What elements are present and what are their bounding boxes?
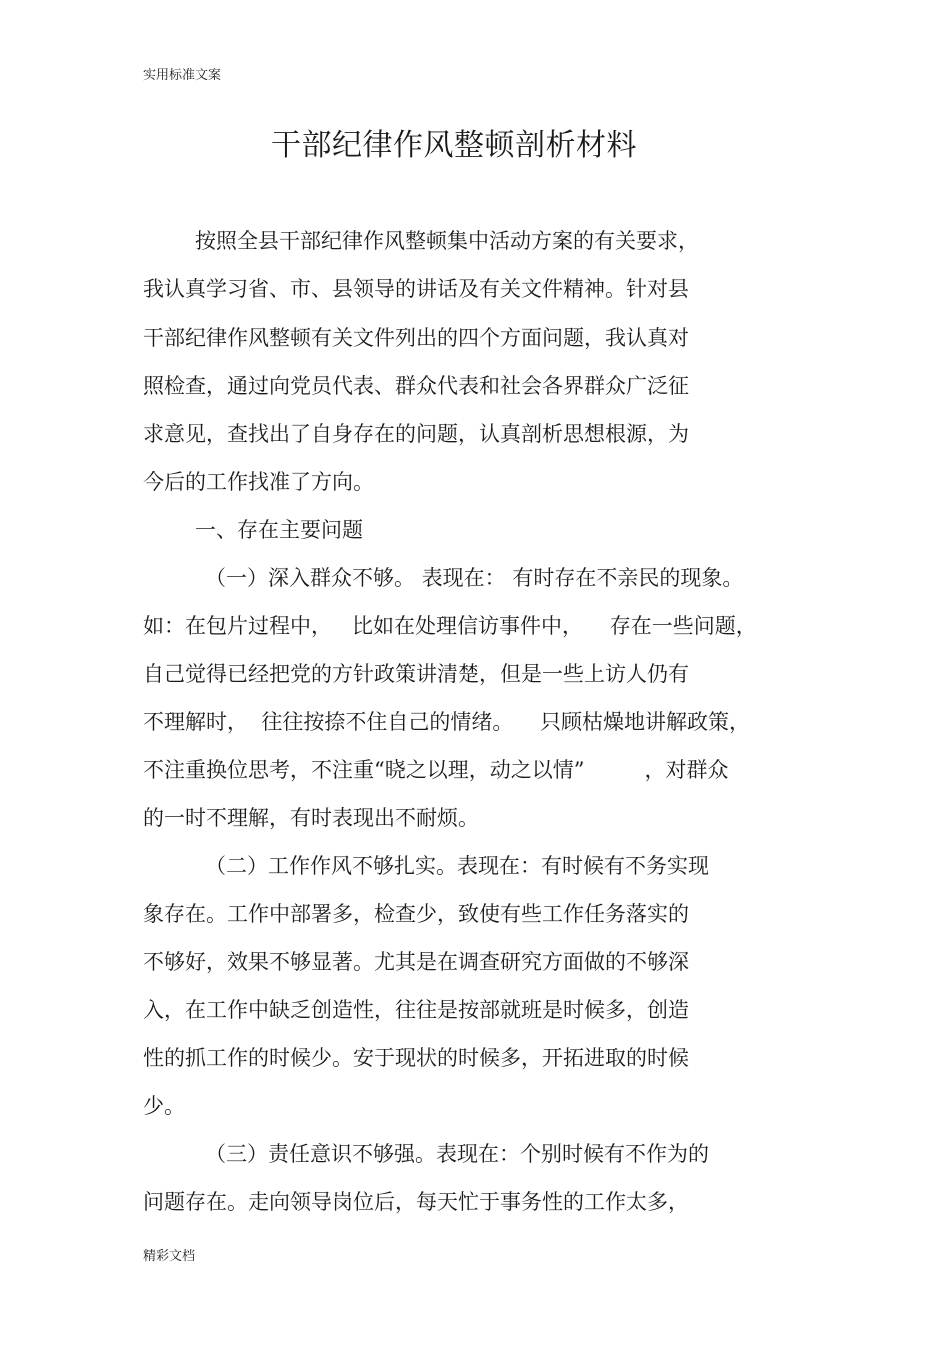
body-line: 按照全县干部纪律作风整顿集中活动方案的有关要求，	[195, 229, 699, 253]
body-line: 干部纪律作风整顿有关文件列出的四个方面问题，我认真对	[143, 326, 689, 350]
section-heading: 一、存在主要问题	[195, 518, 363, 542]
body-line: 象存在。工作中部署多，检查少，致使有些工作任务落实的	[143, 902, 689, 926]
body-line: 照检查，通过向党员代表、群众代表和社会各界群众广泛征	[143, 374, 689, 398]
document-title: 干部纪律作风整顿剖析材料	[271, 128, 637, 163]
body-line: 自己觉得已经把党的方针政策讲清楚，但是一些上访人仍有	[143, 662, 689, 686]
body-line: 入，在工作中缺乏创造性，往往是按部就班是时候多，创造	[143, 998, 689, 1022]
page-footer-label: 精彩文档	[143, 1249, 196, 1264]
body-line: 我认真学习省、市、县领导的讲话及有关文件精神。针对县	[143, 277, 689, 301]
body-line: （二）工作作风不够扎实。表现在：有时候有不务实现	[205, 854, 709, 878]
body-line: 不注重换位思考，不注重“晓之以理，动之以情” ，对群众	[143, 758, 729, 782]
body-line: 今后的工作找准了方向。	[143, 470, 374, 494]
body-line: 不够好，效果不够显著。尤其是在调查研究方面做的不够深	[143, 950, 689, 974]
body-line: 求意见，查找出了自身存在的问题，认真剖析思想根源，为	[143, 422, 689, 446]
body-line: （三）责任意识不够强。表现在：个别时候有不作为的	[205, 1142, 709, 1166]
page-header-label: 实用标准文案	[143, 68, 222, 83]
body-line: 问题存在。走向领导岗位后，每天忙于事务性的工作太多，	[143, 1190, 689, 1214]
body-line: 不理解时， 往往按捺不住自己的情绪。 只顾枯燥地讲解政策，	[143, 710, 751, 734]
body-line: 如：在包片过程中， 比如在处理信访事件中， 存在一些问题，	[143, 614, 757, 638]
body-line: （一）深入群众不够。 表现在： 有时存在不亲民的现象。	[205, 566, 744, 590]
body-line: 性的抓工作的时候少。安于现状的时候多，开拓进取的时候	[143, 1046, 689, 1070]
body-line: 的一时不理解，有时表现出不耐烦。	[143, 806, 479, 830]
body-line: 少。	[143, 1094, 185, 1118]
